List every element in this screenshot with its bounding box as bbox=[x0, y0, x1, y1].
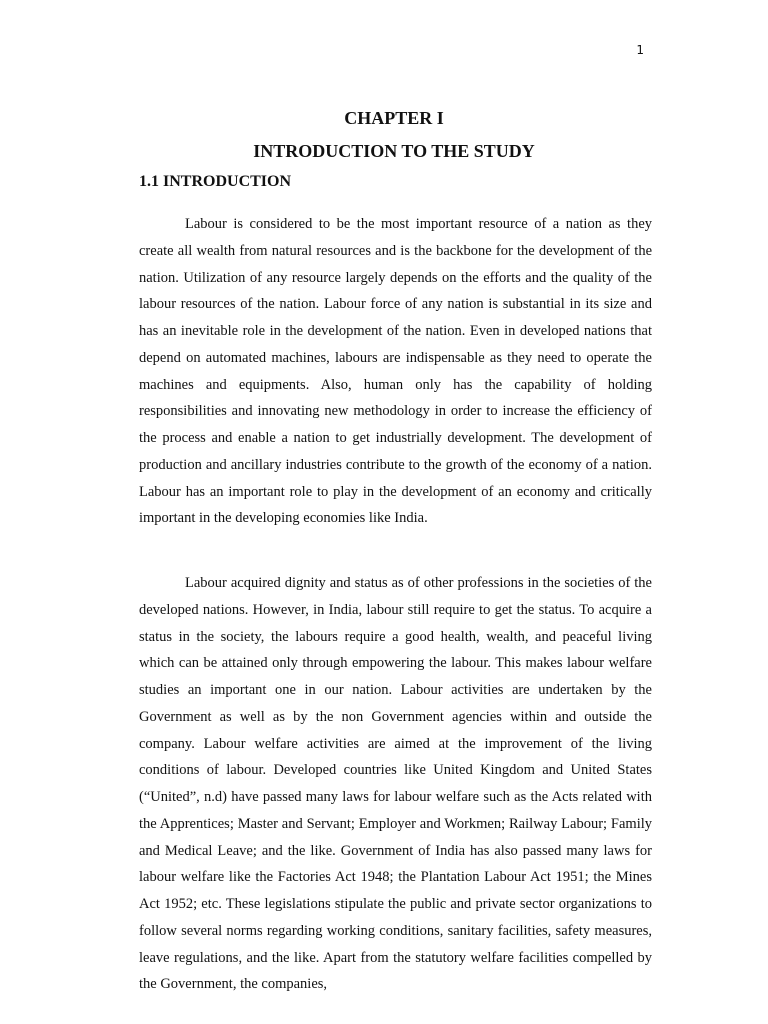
body-paragraph: Labour is considered to be the most important resource of a nation as they create all wealth from natural resources and is the backbone for the development of the nation. Utilization of any resource largely depends on the efforts and the quality of the labour resources of the nation. Labour force of any nation is substantial in its size and has an inevitable role in the development of the nation. Even in developed nations that depend on automated machines, labours are indispensable as they need to operate the machines and equipments. Also, human only has the capability of holding responsibilities and innovating new methodology in order to increase the efficiency of the process and enable a nation to get industrially development. The development of production and ancillary industries contribute to the growth of the economy of a nation. Labour has an important role to play in the development of an economy and critically important in the developing economies like India. bbox=[139, 216, 652, 527]
page-number: 1 bbox=[636, 43, 644, 57]
chapter-label: CHAPTER I bbox=[344, 108, 444, 128]
body-paragraph: Labour acquired dignity and status as of other professions in the societies of the developed nations. However, in India, labour still require to get the status. To acquire a status in the society, the labours require a good health, wealth, and peaceful living which can be attained only through empowering the labour. This makes labour welfare studies an important one in our nation. Labour activities are undertaken by the Government as well as by the non Government agencies within and outside the company. Labour welfare activities are aimed at the improvement of the living conditions of labour. Developed countries like United Kingdom and United States (“United”, n.d) have passed many laws for labour welfare such as the Acts related with the Apprentices; Master and Servant; Employer and Workmen; Railway Labour; Family and Medical Leave; and the like. Government of India has also passed many laws for labour welfare like the Factories Act 1948; the Plantation Labour Act 1951; the Mines Act 1952; etc. These legislations stipulate the public and private sector organizations to follow several norms regarding working conditions, sanitary facilities, safety measures, leave regulations, and the like. Apart from the statutory welfare facilities compelled by the Government, the companies, bbox=[139, 575, 652, 993]
chapter-title: INTRODUCTION TO THE STUDY bbox=[253, 141, 535, 161]
section-heading: 1.1 INTRODUCTION bbox=[139, 173, 292, 190]
